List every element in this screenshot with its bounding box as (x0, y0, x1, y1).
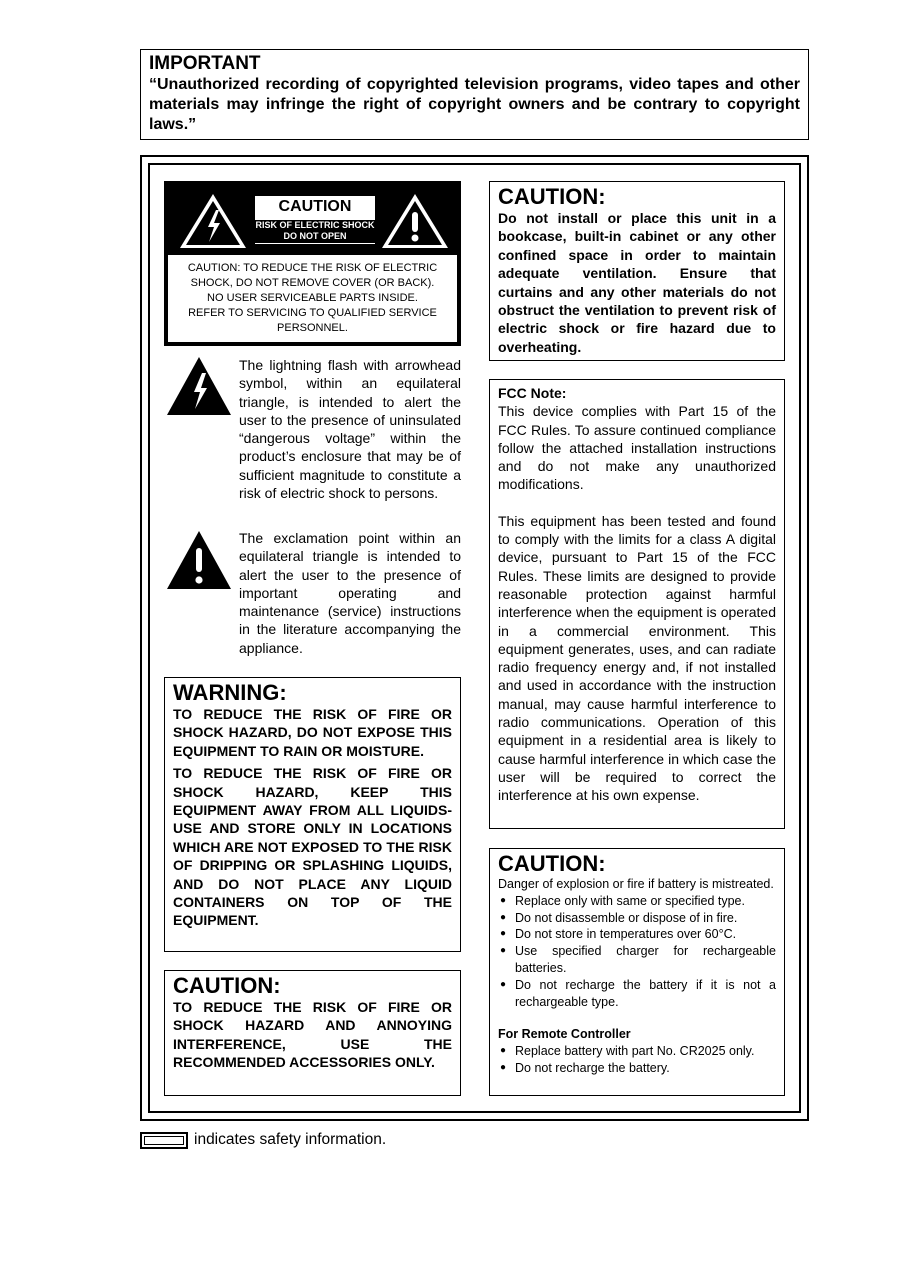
caution-label-line: CAUTION: TO REDUCE THE RISK OF ELECTRIC (187, 262, 438, 274)
important-notice (140, 49, 809, 140)
caution-ventilation-title: CAUTION: (498, 184, 606, 209)
caution-ventilation-box (489, 181, 785, 361)
risk-of-shock-text: RISK OF ELECTRIC SHOCK (255, 220, 375, 230)
caution-label-subtitle (255, 220, 375, 243)
safety-legend-box-icon (140, 1132, 188, 1149)
list-item: ● Do not recharge the battery. (498, 1060, 776, 1077)
caution-accessories-title: CAUTION: (173, 973, 281, 998)
fcc-title: FCC Note: (498, 385, 567, 401)
exclamation-point-icon (166, 530, 232, 590)
list-item: ● Do not store in temperatures over 60°C. (498, 926, 776, 943)
caution-label-line: NO USER SERVICEABLE PARTS INSIDE. (207, 292, 418, 304)
warning-para-liquids: TO REDUCE THE RISK OF FIRE OR SHOCK HAZARD, KEEP THIS EQUIPMENT AWAY FROM ALL LIQUIDS-USE AND STORE ONLY IN LOCATIONS WHICH ARE NOT EXPOSED TO THE RISK OF DRIPPING OR SPLASHING LIQUIDS, AND DO NOT PLACE ANY LIQUID CONTAINERS ON TOP OF THE EQUIPMENT. (173, 765, 452, 929)
warning-para-rain: TO REDUCE THE RISK OF FIRE OR SHOCK HAZARD, DO NOT EXPOSE THIS EQUIPMENT TO RAIN OR MOISTURE. (173, 706, 452, 759)
caution-ventilation-text: Do not install or place this unit in a bookcase, built-in cabinet or any other confined space in order to maintain adequate ventilation. Ensure that curtains and any other materials do not obstruct the ventilation to prevent risk of electric shock or fire hazard due to overheating. (498, 210, 776, 355)
remote-list (498, 1043, 776, 1077)
exclamation-symbol-text: The exclamation point within an equilateral triangle is intended to alert the user to the presence of important operating and maintenance (service) instructions in the literature accompanying the appliance. (239, 530, 461, 656)
fcc-para-compliance: This device complies with Part 15 of the FCC Rules. To assure continued compliance follow the attached installation instructions and do not make any unauthorized modifications. (498, 403, 776, 493)
list-item: ● Do not recharge the battery if it is not a rechargeable type. (498, 977, 776, 1011)
lightning-symbol-text: The lightning flash with arrowhead symbol, within an equilateral triangle, is intended to alert the user to the presence of uninsulated “dangerous voltage” within the product’s enclosure that may be of sufficient magnitude to constitute a risk of electric shock to persons. (239, 357, 461, 502)
caution-label-band (168, 185, 457, 255)
caution-battery-intro: Danger of explosion or fire if battery is mistreated. (498, 877, 774, 891)
warning-box (164, 677, 461, 952)
caution-accessories-box (164, 970, 461, 1096)
battery-list (498, 893, 776, 1011)
fcc-note-box (489, 379, 785, 829)
caution-battery-box (489, 848, 785, 1096)
remote-controller-title: For Remote Controller (498, 1027, 631, 1042)
warning-title: WARNING: (173, 680, 287, 705)
lightning-triangle-icon (178, 192, 248, 250)
caution-accessories-text: TO REDUCE THE RISK OF FIRE OR SHOCK HAZARD AND ANNOYING INTERFERENCE, USE THE RECOMMENDED ACCESSORIES ONLY. (173, 999, 452, 1071)
list-item: ● Do not disassemble or dispose of in fire. (498, 910, 776, 927)
fcc-para-class-a: This equipment has been tested and found to comply with the limits for a class A digital device, pursuant to Part 15 of the FCC Rules. These limits are designed to provide reasonable protection against harmful interference when the equipment is operated in a commercial environment. This equipment generates, uses, and can radiate radio frequency energy and, if not installed and used in accordance with the instruction manual, may cause harmful interference to radio communications. Operation of this equipment in a residential area is likely to cause harmful interference in which case the user will be required to correct the interference at his own expense. (498, 512, 776, 804)
caution-label-line: REFER TO SERVICING TO QUALIFIED SERVICE (188, 307, 437, 319)
safety-legend-text: indicates safety information. (194, 1131, 387, 1148)
caution-label (164, 181, 461, 346)
list-item: ● Use specified charger for rechargeable batteries. (498, 943, 776, 977)
caution-label-center (254, 195, 376, 245)
list-item: ● Replace battery with part No. CR2025 only. (498, 1043, 776, 1060)
caution-label-line: PERSONNEL. (277, 322, 348, 334)
lightning-flash-icon (166, 356, 232, 416)
caution-label-line: SHOCK, DO NOT REMOVE COVER (OR BACK). (190, 277, 435, 289)
important-title: IMPORTANT (149, 53, 261, 74)
caution-label-text (168, 261, 457, 336)
list-item: ● Replace only with same or specified type. (498, 893, 776, 910)
exclamation-triangle-icon (380, 192, 450, 250)
important-text: “Unauthorized recording of copyrighted television programs, video tapes and other materials may infringe the right of copyright owners and be contrary to copyright laws.” (149, 76, 800, 133)
do-not-open-text: DO NOT OPEN (283, 231, 347, 241)
caution-battery-title: CAUTION: (498, 851, 606, 876)
caution-label-title: CAUTION (278, 198, 352, 215)
